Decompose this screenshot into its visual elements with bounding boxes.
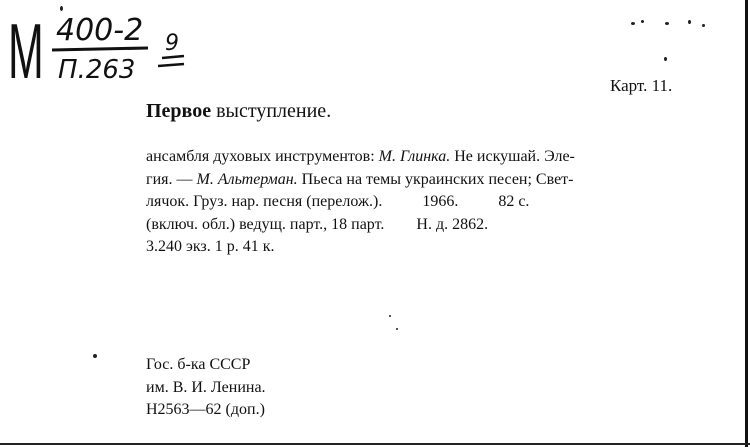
composer-name: М. Глинка. <box>378 148 451 165</box>
card-edge-bottom <box>0 443 750 445</box>
title-rest: выступление. <box>211 100 332 122</box>
scan-speck <box>389 315 391 317</box>
description-text: гия. — <box>146 170 197 188</box>
call-mark-top: 400-2 <box>56 13 144 48</box>
scan-speck <box>631 22 635 25</box>
description-text: Не искушай. Эле- <box>450 148 575 165</box>
call-mark-letter: М <box>8 8 44 88</box>
scan-speck <box>93 354 97 358</box>
description-block <box>146 146 692 259</box>
scan-speck <box>60 6 63 11</box>
description-line: 3.240 экз. 1 р. 41 к. <box>146 238 275 255</box>
call-mark-handwritten <box>8 6 208 88</box>
description-text: ансамбля духовых инструментов: <box>146 148 379 165</box>
scan-speck <box>665 22 669 25</box>
call-mark-suffix-underline-2 <box>158 64 184 66</box>
scan-speck <box>641 20 644 23</box>
footer-line: им. В. И. Ленина. <box>146 378 266 396</box>
scan-speck <box>688 20 691 24</box>
description-line: лячок. Груз. нар. песня (перелож.). 1966. 82 с. <box>146 193 530 210</box>
scan-speck <box>702 24 705 27</box>
description-line <box>146 169 692 192</box>
call-mark-suffix: 9 <box>165 31 179 56</box>
call-mark-divider <box>52 48 148 50</box>
footer-line: Гос. б-ка СССР <box>146 356 251 373</box>
description-line <box>146 146 692 169</box>
title-bold: Первое <box>146 100 212 122</box>
footer-line: Н2563—62 (доп.) <box>146 401 265 418</box>
description-line: (включ. обл.) ведущ. парт., 18 парт. Н. д. 2862. <box>146 215 489 233</box>
scan-speck <box>664 57 667 61</box>
call-mark-suffix-underline-1 <box>162 56 184 58</box>
library-footer <box>146 354 266 422</box>
card-number: Карт. 11. <box>610 76 673 95</box>
composer-name: М. Альтерман. <box>196 170 298 188</box>
call-mark-bottom: П.263 <box>58 55 136 85</box>
card-edge-right <box>745 0 748 447</box>
scan-speck <box>396 328 398 330</box>
description-text: Пьеса на темы украинских песен; Свет- <box>297 170 574 188</box>
record-title <box>146 100 331 123</box>
